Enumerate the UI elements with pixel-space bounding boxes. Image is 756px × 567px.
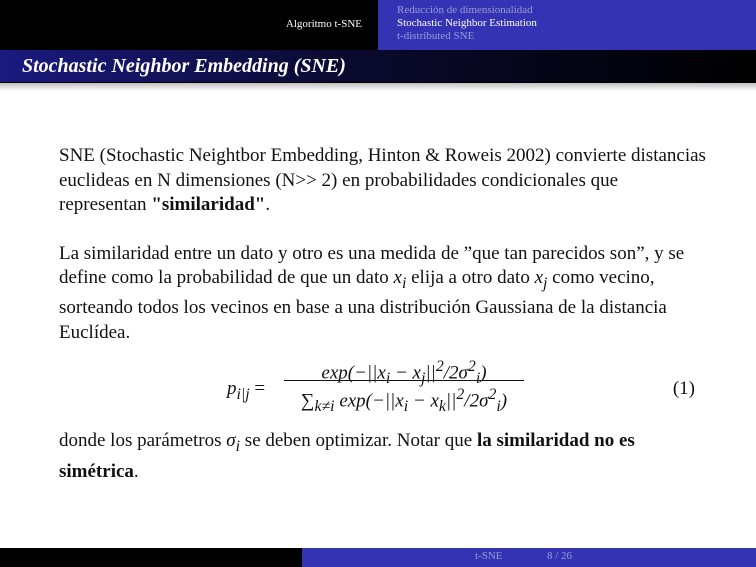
equation-block xyxy=(59,355,709,425)
headline-subsection-panel xyxy=(378,0,756,50)
num-part: − x xyxy=(390,362,421,384)
sum-symbol: ∑ xyxy=(300,390,315,412)
subsection-list xyxy=(397,4,537,43)
subsection-link-tsne[interactable]: t-distributed SNE xyxy=(397,30,475,42)
fraction-denominator xyxy=(284,382,524,416)
num-part: ) xyxy=(480,362,487,384)
num-part: /2σ xyxy=(443,362,468,384)
den-part: ) xyxy=(500,390,508,412)
footline-bar xyxy=(0,548,756,567)
intro-text: SNE (Stochastic Neightbor Embedding, Hinton & Roweis 2002) convierte distancias euclideas en N dimensiones (N>> 2) en probabilidades condicionales que representan xyxy=(59,145,706,215)
math-sub: i xyxy=(401,274,407,292)
num-sup: 2 xyxy=(467,358,476,376)
num-sub: i xyxy=(475,370,481,388)
den-sub: k≠i xyxy=(314,398,335,416)
math-x: x xyxy=(393,267,402,288)
equation-number: (1) xyxy=(672,378,695,400)
intro-strong: "similaridad" xyxy=(151,194,266,215)
num-sub: i xyxy=(385,370,391,388)
den-sub: i xyxy=(403,398,409,416)
fraction-numerator xyxy=(284,355,524,388)
headline-section-panel xyxy=(0,0,378,50)
den-part: || xyxy=(445,390,457,412)
definition-text-3: como vecino, sorteando todos los vecinos en base a una distribución Gaussiana de la distancia Euclídea. xyxy=(59,267,667,343)
math-p: p xyxy=(227,378,237,400)
den-part: exp(−||x xyxy=(334,390,404,412)
num-part: || xyxy=(425,362,436,384)
frame-title-bar xyxy=(0,50,756,83)
slide-content xyxy=(59,144,709,484)
footline-page-number: 8 / 26 xyxy=(547,550,573,562)
paragraph-intro xyxy=(59,144,709,218)
footline-short-title: t-SNE xyxy=(475,550,503,562)
den-sup: 2 xyxy=(488,386,497,404)
math-sub: i xyxy=(235,438,241,456)
num-sup: 2 xyxy=(435,358,444,376)
num-sub: j xyxy=(420,370,426,388)
conclusion-text-1: donde los parámetros xyxy=(59,430,227,452)
den-sub: i xyxy=(496,398,501,416)
equation-lhs xyxy=(227,377,265,407)
subsection-link-sne[interactable]: Stochastic Neighbor Estimation xyxy=(397,17,537,29)
section-link[interactable]: Algoritmo t-SNE xyxy=(285,18,362,30)
footline-right xyxy=(302,548,756,567)
definition-text-2: elija a otro dato xyxy=(406,267,535,288)
paragraph-conclusion xyxy=(59,429,709,484)
math-sub: j xyxy=(543,274,548,292)
math-sigma: σ xyxy=(226,430,236,452)
equals-sign: = xyxy=(249,378,266,400)
math-sub: i|j xyxy=(236,386,250,404)
frame-title: Stochastic Neighbor Embedding (SNE) xyxy=(22,55,346,77)
den-part: − x xyxy=(408,390,439,412)
num-part: exp(−||x xyxy=(321,362,386,384)
subsection-link-reduccion[interactable]: Reducción de dimensionalidad xyxy=(397,4,533,16)
intro-end: . xyxy=(265,194,271,215)
definition-text-1: La similaridad entre un dato y otro es una medida de ”que tan parecidos son”, y se define como la probabilidad de que un dato xyxy=(59,242,685,288)
conclusion-end: . xyxy=(133,460,139,482)
title-shadow xyxy=(0,83,756,91)
paragraph-definition xyxy=(59,242,709,346)
math-x: x xyxy=(534,267,544,288)
equation-fraction xyxy=(284,355,524,416)
headline-bar xyxy=(0,0,756,50)
den-sub: k xyxy=(438,398,446,416)
footline-left xyxy=(0,548,302,567)
den-sup: 2 xyxy=(456,386,465,404)
conclusion-text-2: se deben optimizar. Notar que xyxy=(240,430,477,452)
conclusion-strong: la similaridad no es simétrica xyxy=(59,430,635,482)
den-part: /2σ xyxy=(464,390,489,412)
